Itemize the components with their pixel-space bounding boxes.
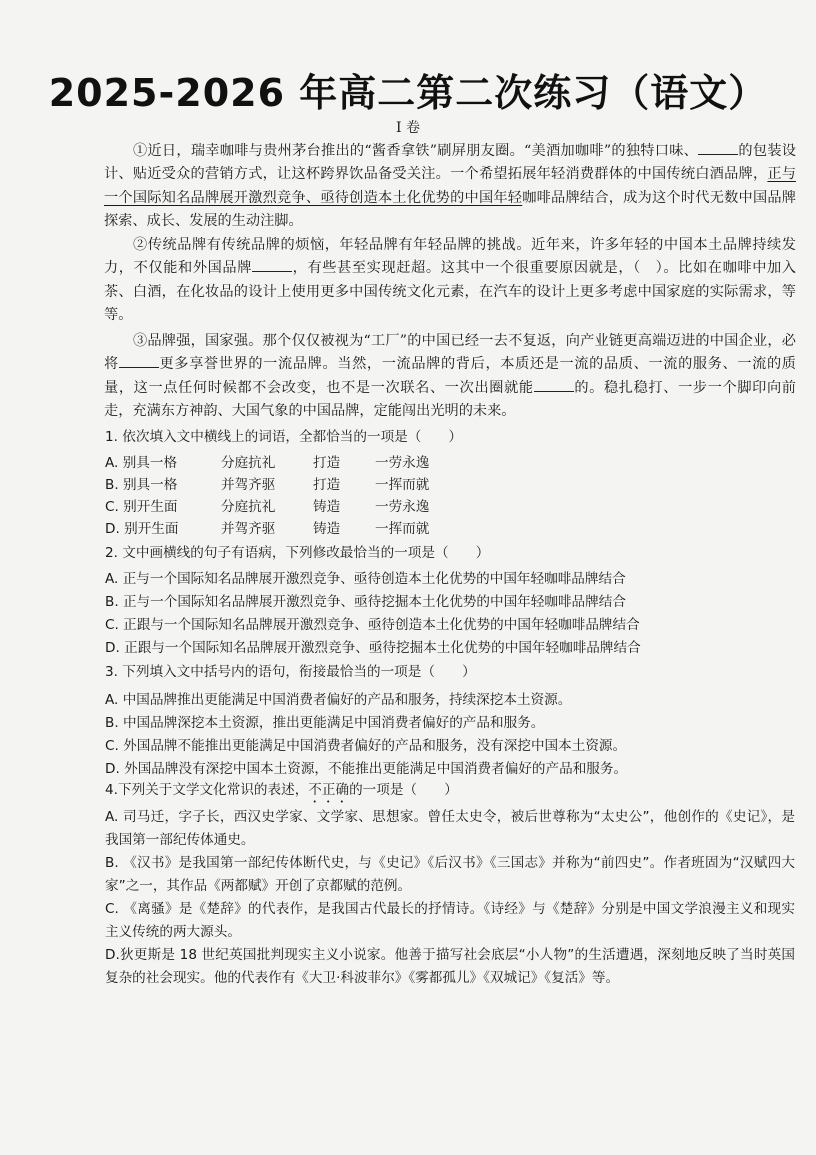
option-word: 并驾齐驱 [221,521,276,537]
option-word: C. 别开生面 [105,499,178,515]
paragraph-text: ③品牌强，国家强。那个仅仅被视为“工厂”的中国已经一去不复返，向产业链更高端迈进的中国企业，必将 [104,333,796,373]
question-4-option-d: D.狄更斯是 18 世纪英国批判现实主义小说家。他善于描写社会底层“小人物”的生活遭遇，深刻地反映了当时英国复杂的社会现实。他的代表作有《大卫·科波菲尔》《雾都孤儿》《双城记》《复活》等。 [105,947,795,986]
paragraph-text: 的包装设计、贴近受众的营销方式，让这杯跨界饮品备受关注。一个希望拓展年轻消费群体的中国传统白酒品牌， [104,143,796,183]
question-3-stem: 3. 下列填入文中括号内的语句，衔接最恰当的一项是（ ） [105,664,476,680]
passage-paragraph-3 [104,330,796,423]
question-4-option-c: C. 《离骚》是《楚辞》的代表作，是我国古代最长的抒情诗。《诗经》与《楚辞》分别是中国文学浪漫主义和现实主义传统的两大源头。 [105,901,795,940]
underlined-sentence: 正与一个国际知名品牌展开激烈竞争、亟待创造本土化优势的中国年轻 [104,166,796,206]
option-word: 一挥而就 [375,477,430,493]
option-word: 分庭抗礼 [221,499,276,515]
question-3-option-c: C. 外国品牌不能推出更能满足中国消费者偏好的产品和服务，没有深挖中国本土资源。 [105,738,627,754]
section-label: I 卷 [396,120,420,136]
option-word: A. 别具一格 [105,455,178,471]
question-3-option-b: B. 中国品牌深挖本土资源，推出更能满足中国消费者偏好的产品和服务。 [105,715,545,731]
option-word: 打造 [313,477,341,493]
passage-paragraph-2 [104,234,796,327]
question-2-option-b: B. 正与一个国际知名品牌展开激烈竞争、亟待挖掘本土化优势的中国年轻咖啡品牌结合 [105,594,626,610]
question-3-option-a: A. 中国品牌推出更能满足中国消费者偏好的产品和服务，持续深挖本土资源。 [105,692,572,708]
paragraph-text: ②传统品牌有传统品牌的烦恼，年轻品牌有年轻品牌的挑战。近年来，许多年轻的中国本土品牌持续发力，不仅能和外国品牌 [104,237,796,277]
option-word: 铸造 [313,521,341,537]
question-4-stem [105,779,795,806]
question-2-option-d: D. 正跟与一个国际知名品牌展开激烈竞争、亟待挖掘本土化优势的中国年轻咖啡品牌结合 [105,640,641,656]
question-2-stem: 2. 文中画横线的句子有语病，下列修改最恰当的一项是（ ） [105,545,490,561]
passage-paragraph-1 [104,140,796,233]
question-4-option-b: B. 《汉书》是我国第一部纪传体断代史，与《史记》《后汉书》《三国志》并称为“前四史”。作者班固为“汉赋四大家”之一，其作品《两都赋》开创了京都赋的范例。 [105,855,795,894]
stem-text: 的一项是（ ） [349,782,458,798]
stem-text: 4.下列关于文学文化常识的表述， [105,782,309,798]
fill-blank-2 [252,259,292,272]
question-4-option-a: A. 司马迁，字子长，西汉史学家、文学家、思想家。曾任太史令，被后世尊称为“太史公”，他创作的《史记》，是我国第一部纪传体通史。 [105,809,795,848]
fill-blank-1 [698,142,738,155]
question-1-stem: 1. 依次填入文中横线上的词语，全都恰当的一项是（ ） [105,429,463,445]
paragraph-text: ①近日，瑞幸咖啡与贵州茅台推出的“酱香拿铁”刷屏朋友圈。“美酒加咖啡”的独特口味、 [133,143,699,159]
option-word: 一挥而就 [375,521,430,537]
option-word: 并驾齐驱 [221,477,276,493]
fill-blank-4 [534,379,574,392]
option-word: 铸造 [313,499,341,515]
question-2-option-c: C. 正跟与一个国际知名品牌展开激烈竞争、亟待创造本土化优势的中国年轻咖啡品牌结合 [105,617,640,633]
option-word: D. 别开生面 [105,521,179,537]
question-2-option-a: A. 正与一个国际知名品牌展开激烈竞争、亟待创造本土化优势的中国年轻咖啡品牌结合 [105,571,626,587]
option-word: B. 别具一格 [105,477,178,493]
paragraph-text: 更多享誉世界的一流品牌。当然，一流品牌的背后，本质还是一流的品质、一流的服务、一流的质量，这一点任何时候都不会改变，也不是一次联名、一次出圈就能 [104,356,796,396]
paragraph-text: 咖啡品牌结合，成为这个时代无数中国品牌探索、成长、发展的生动注脚。 [104,189,796,229]
fill-blank-3 [119,355,159,368]
option-word: 一劳永逸 [375,499,430,515]
paragraph-text: 的。稳扎稳打、一步一个脚印向前走，充满东方神韵、大国气象的中国品牌，定能闯出光明的未来。 [104,379,796,419]
option-word: 打造 [313,455,341,471]
paragraph-text: ，有些甚至实现赶超。这其中一个很重要原因就是，（ ）。比如在咖啡中加入茶、白酒，在化妆品的设计上使用更多中国传统文化元素，在汽车的设计上更多考虑中国家庭的实际需求，等等。 [104,260,796,323]
exam-title: 2025-2026 年高二第二次练习（语文） [48,71,768,115]
option-word: 分庭抗礼 [221,455,276,471]
option-word: 一劳永逸 [375,455,430,471]
question-3-option-d: D. 外国品牌没有深挖中国本土资源，不能推出更能满足中国消费者偏好的产品和服务。 [105,761,628,777]
emphasis-text: 不正确 [308,782,350,798]
